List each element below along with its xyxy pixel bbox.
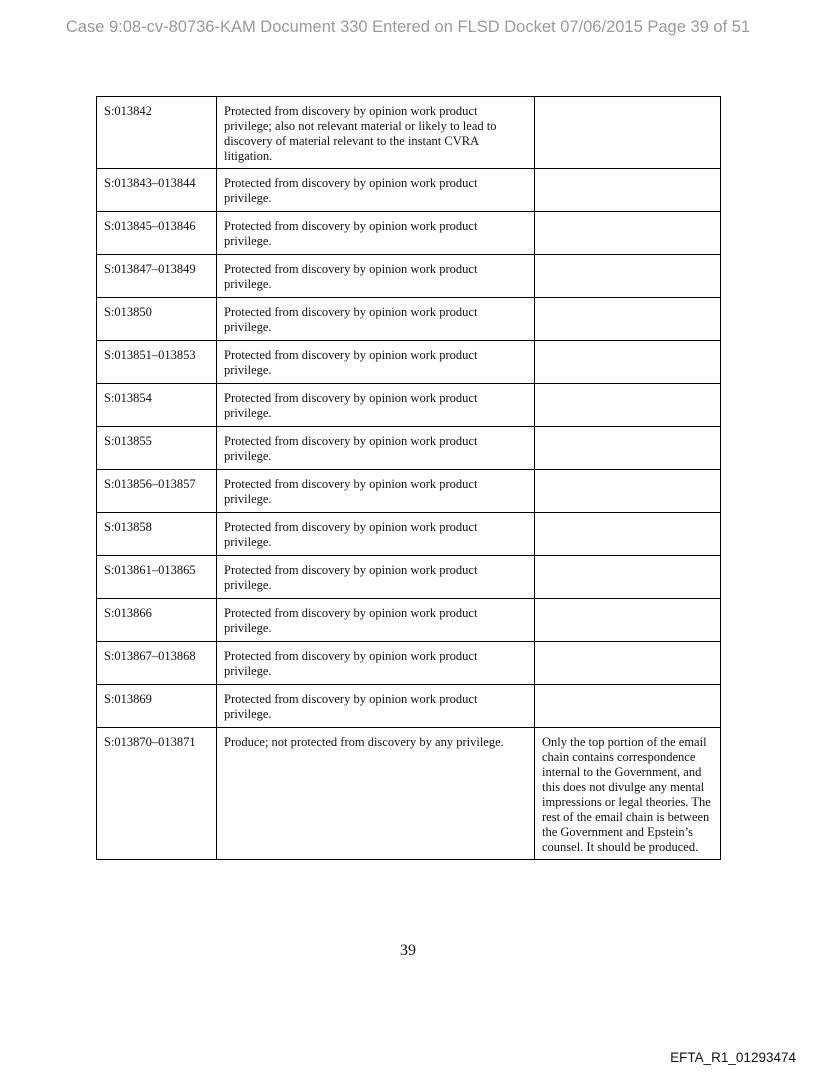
ruling-cell: Protected from discovery by opinion work product privilege. — [217, 255, 535, 298]
table-row — [97, 341, 721, 384]
note-cell — [535, 169, 721, 212]
note-cell — [535, 341, 721, 384]
ruling-cell: Protected from discovery by opinion work product privilege. — [217, 642, 535, 685]
note-cell — [535, 685, 721, 728]
table-row — [97, 384, 721, 427]
document-id-cell: S:013867–013868 — [97, 642, 217, 685]
document-id-cell: S:013845–013846 — [97, 212, 217, 255]
ruling-cell: Produce; not protected from discovery by any privilege. — [217, 728, 535, 860]
privilege-log-table — [96, 96, 721, 860]
table-row — [97, 298, 721, 341]
note-cell — [535, 556, 721, 599]
document-id-cell: S:013870–013871 — [97, 728, 217, 860]
table-row — [97, 255, 721, 298]
ruling-cell: Protected from discovery by opinion work product privilege. — [217, 599, 535, 642]
page-number: 39 — [400, 942, 416, 959]
ruling-cell: Protected from discovery by opinion work product privilege. — [217, 384, 535, 427]
document-id-cell: S:013850 — [97, 298, 217, 341]
document-id-cell: S:013843–013844 — [97, 169, 217, 212]
document-id-cell: S:013858 — [97, 513, 217, 556]
document-id-cell: S:013851–013853 — [97, 341, 217, 384]
table-row — [97, 212, 721, 255]
document-id-cell: S:013869 — [97, 685, 217, 728]
note-cell — [535, 513, 721, 556]
ruling-cell: Protected from discovery by opinion work product privilege. — [217, 556, 535, 599]
table-row — [97, 728, 721, 860]
note-cell — [535, 212, 721, 255]
document-id-cell: S:013866 — [97, 599, 217, 642]
document-id-cell: S:013856–013857 — [97, 470, 217, 513]
ruling-cell: Protected from discovery by opinion work product privilege; also not relevant material or likely to lead to discovery of material relevant to the instant CVRA litigation. — [217, 97, 535, 169]
ruling-cell: Protected from discovery by opinion work product privilege. — [217, 685, 535, 728]
ruling-cell: Protected from discovery by opinion work product privilege. — [217, 169, 535, 212]
document-id-cell: S:013855 — [97, 427, 217, 470]
document-id-cell: S:013861–013865 — [97, 556, 217, 599]
ruling-cell: Protected from discovery by opinion work product privilege. — [217, 513, 535, 556]
note-cell — [535, 97, 721, 169]
table-row — [97, 556, 721, 599]
ruling-cell: Protected from discovery by opinion work product privilege. — [217, 298, 535, 341]
table-row — [97, 642, 721, 685]
ruling-cell: Protected from discovery by opinion work product privilege. — [217, 470, 535, 513]
table-row — [97, 685, 721, 728]
note-cell — [535, 427, 721, 470]
note-cell — [535, 255, 721, 298]
note-cell — [535, 642, 721, 685]
table-row — [97, 169, 721, 212]
ruling-cell: Protected from discovery by opinion work product privilege. — [217, 341, 535, 384]
table-row — [97, 97, 721, 169]
document-id-cell: S:013847–013849 — [97, 255, 217, 298]
table-row — [97, 427, 721, 470]
note-cell: Only the top portion of the email chain contains correspondence internal to the Government, and this does not divulge any mental impressions or legal theories. The rest of the email chain is between the Government and Epstein’s counsel. It should be produced. — [535, 728, 721, 860]
table-row — [97, 513, 721, 556]
ruling-cell: Protected from discovery by opinion work product privilege. — [217, 427, 535, 470]
note-cell — [535, 599, 721, 642]
document-id-cell: S:013854 — [97, 384, 217, 427]
bates-stamp: EFTA_R1_01293474 — [670, 1050, 796, 1065]
note-cell — [535, 470, 721, 513]
ruling-cell: Protected from discovery by opinion work product privilege. — [217, 212, 535, 255]
note-cell — [535, 298, 721, 341]
page-header: Case 9:08-cv-80736-KAM Document 330 Entered on FLSD Docket 07/06/2015 Page 39 of 51 — [65, 18, 751, 36]
table-row — [97, 470, 721, 513]
document-id-cell: S:013842 — [97, 97, 217, 169]
note-cell — [535, 384, 721, 427]
table-row — [97, 599, 721, 642]
